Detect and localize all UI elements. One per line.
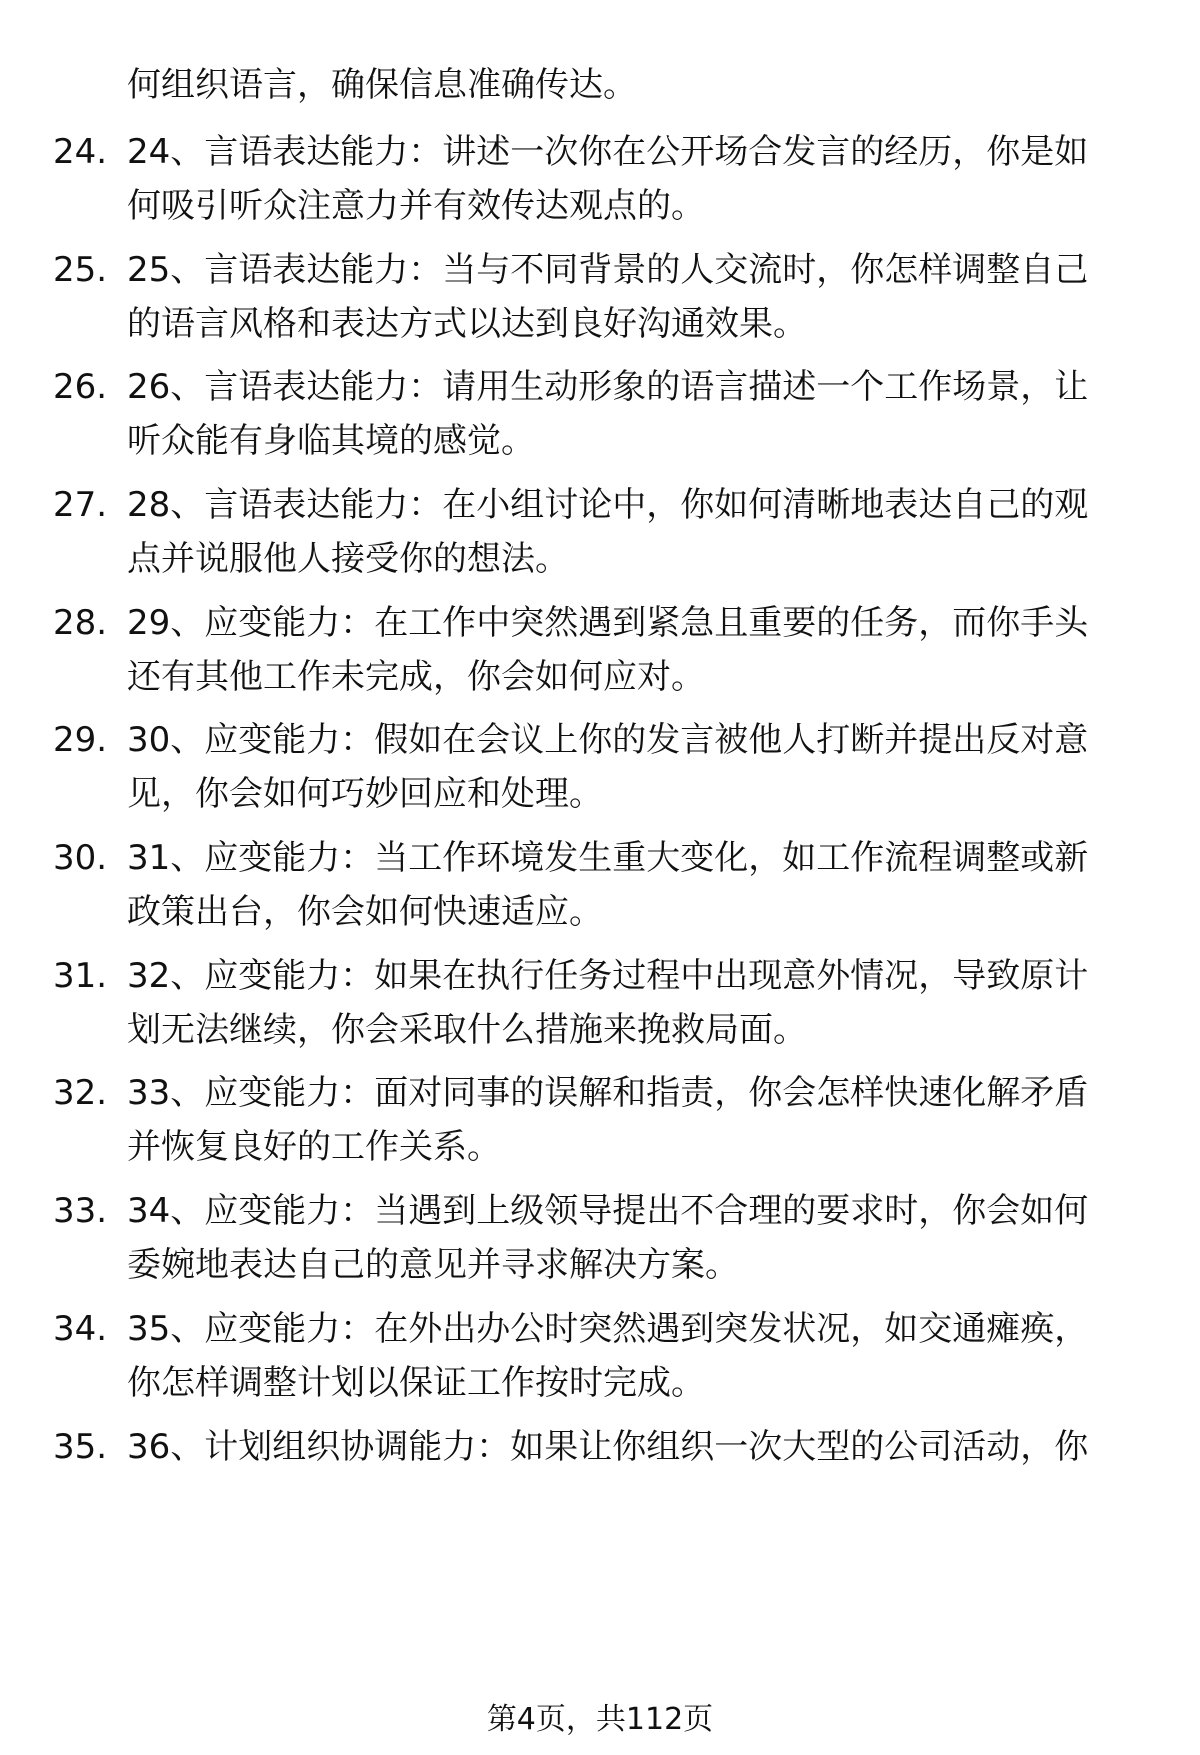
item-number: 24. (53, 132, 108, 172)
item-line: 29、应变能力：在工作中突然遇到紧急且重要的任务，而你手头 (127, 603, 1089, 643)
item-text (127, 360, 1147, 468)
item-line: 26、言语表达能力：请用生动形象的语言描述一个工作场景，让 (127, 367, 1089, 407)
item-line: 33、应变能力：面对同事的误解和指责，你会怎样快速化解矛盾 (127, 1073, 1089, 1113)
item-line: 并恢复良好的工作关系。 (127, 1127, 501, 1167)
item-number: 34. (53, 1309, 108, 1349)
item-line: 25、言语表达能力：当与不同背景的人交流时，你怎样调整自己 (127, 250, 1089, 290)
item-line: 31、应变能力：当工作环境发生重大变化，如工作流程调整或新 (127, 838, 1089, 878)
item-line: 听众能有身临其境的感觉。 (127, 421, 535, 461)
item-text (127, 1420, 1147, 1474)
item-number: 28. (53, 603, 108, 643)
item-number: 31. (53, 956, 108, 996)
item-text (127, 1184, 1147, 1292)
item-line: 24、言语表达能力：讲述一次你在公开场合发言的经历，你是如 (127, 132, 1089, 172)
item-number: 25. (53, 250, 108, 290)
item-line: 政策出台，你会如何快速适应。 (127, 892, 603, 932)
item-number: 26. (53, 367, 108, 407)
item-text (127, 1302, 1147, 1410)
item-line: 的语言风格和表达方式以达到良好沟通效果。 (127, 304, 807, 344)
item-line: 划无法继续，你会采取什么措施来挽救局面。 (127, 1010, 807, 1050)
item-line: 32、应变能力：如果在执行任务过程中出现意外情况，导致原计 (127, 956, 1089, 996)
item-line: 还有其他工作未完成，你会如何应对。 (127, 657, 705, 697)
item-text (127, 596, 1147, 704)
item-text (127, 713, 1147, 821)
item-text (127, 243, 1147, 351)
item-text (127, 1066, 1147, 1174)
item-line: 36、计划组织协调能力：如果让你组织一次大型的公司活动，你 (127, 1427, 1089, 1467)
item-number: 30. (53, 838, 108, 878)
item-line: 35、应变能力：在外出办公时突然遇到突发状况，如交通瘫痪， (127, 1309, 1089, 1349)
item-text (127, 125, 1147, 233)
item-line: 委婉地表达自己的意见并寻求解决方案。 (127, 1245, 739, 1285)
item-text (127, 478, 1147, 586)
item-line: 30、应变能力：假如在会议上你的发言被他人打断并提出反对意 (127, 720, 1089, 760)
item-number: 35. (53, 1427, 108, 1467)
item-number: 27. (53, 485, 108, 525)
item-number: 29. (53, 720, 108, 760)
item-line: 你怎样调整计划以保证工作按时完成。 (127, 1363, 705, 1403)
page-footer: 第4页，共112页 (486, 1702, 714, 1737)
item-number: 32. (53, 1073, 108, 1113)
item-line: 28、言语表达能力：在小组讨论中，你如何清晰地表达自己的观 (127, 485, 1089, 525)
item-text (127, 831, 1147, 939)
item-line: 见，你会如何巧妙回应和处理。 (127, 774, 603, 814)
item-line: 点并说服他人接受你的想法。 (127, 539, 569, 579)
item-number: 33. (53, 1191, 108, 1231)
item-line: 何吸引听众注意力并有效传达观点的。 (127, 186, 705, 226)
item-line: 34、应变能力：当遇到上级领导提出不合理的要求时，你会如何 (127, 1191, 1089, 1231)
continuation-line: 何组织语言，确保信息准确传达。 (127, 65, 637, 105)
item-text (127, 949, 1147, 1057)
